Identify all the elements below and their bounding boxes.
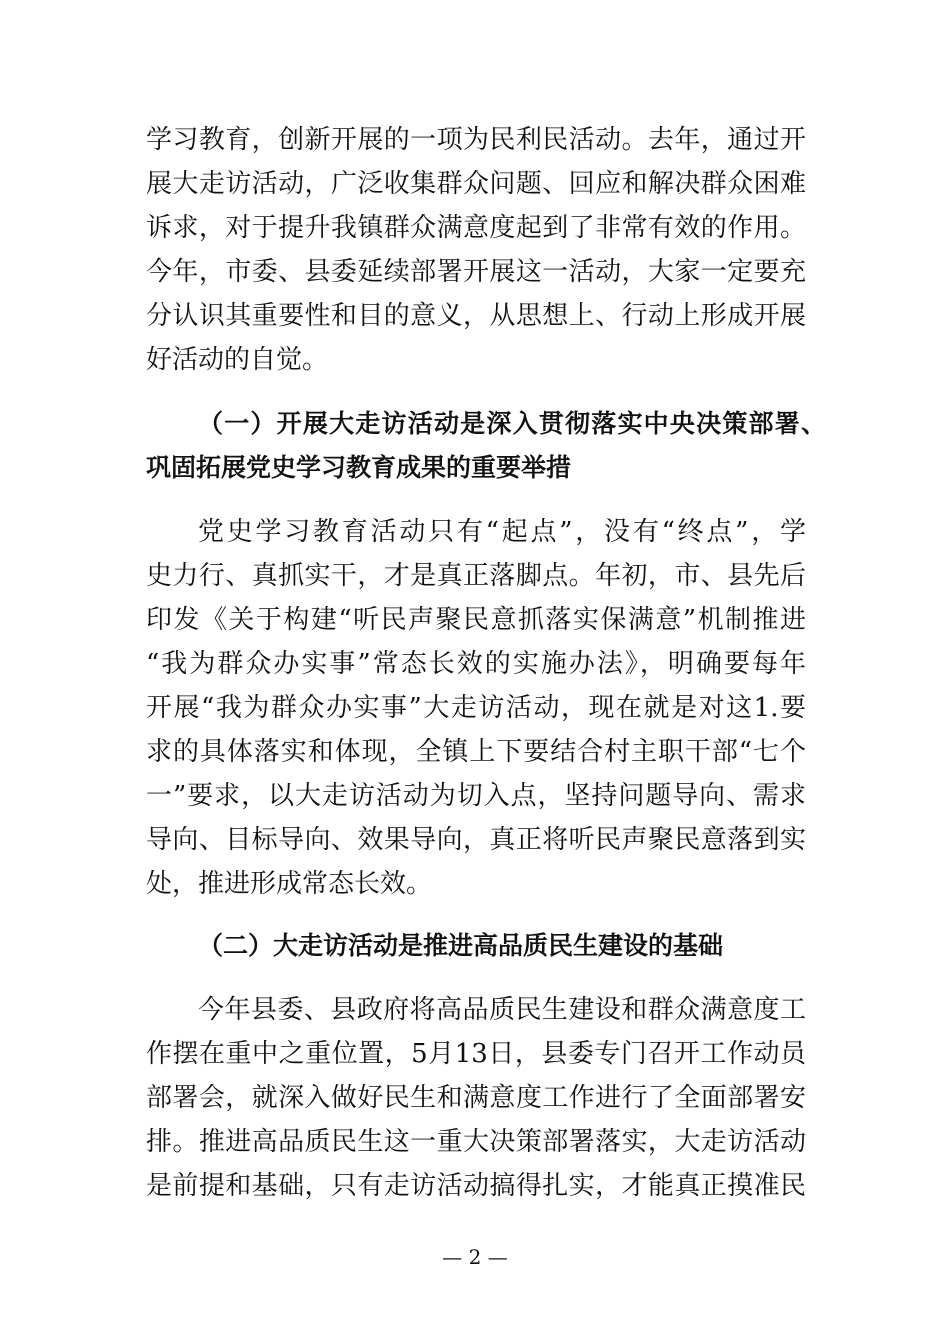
paragraph-1-line-2: 展大走访活动，广泛收集群众问题、回应和解决群众困难 [146,169,806,199]
paragraph-1-line-6: 好活动的自觉。 [146,345,329,375]
paragraph-3-line-2: 作摆在重中之重位置，5月13日，县委专门召开工作动员 [146,1039,806,1069]
page-number: — 2 — [442,1245,508,1269]
paragraph-1-line-1: 学习教育，创新开展的一项为民利民活动。去年，通过开 [146,125,806,155]
paragraph-2-line-3: 印发《关于构建“听民声聚民意抓落实保满意”机制推进 [146,605,806,635]
paragraph-1-line-5: 分认识其重要性和目的意义，从思想上、行动上形成开展 [146,301,806,331]
paragraph-3-line-3: 部署会，就深入做好民生和满意度工作进行了全面部署安 [146,1083,806,1113]
paragraph-2-line-5: 开展“我为群众办实事”大走访活动，现在就是对这1.要 [146,693,806,723]
paragraph-3-line-4: 排。推进高品质民生这一重大决策部署落实，大走访活动 [146,1127,806,1157]
paragraph-2-line-6: 求的具体落实和体现，全镇上下要结合村主职干部“七个 [146,737,806,767]
paragraph-3-line-1: 今年县委、县政府将高品质民生建设和群众满意度工 [198,995,806,1025]
paragraph-2-line-1: 党史学习教育活动只有“起点”，没有“终点”，学 [198,517,806,547]
section-heading-2: （二）大走访活动是推进高品质民生建设的基础 [198,931,724,960]
paragraph-2-line-2: 史力行、真抓实干，才是真正落脚点。年初，市、县先后 [146,561,806,591]
paragraph-1-line-4: 今年，市委、县委延续部署开展这一活动，大家一定要充 [146,257,806,287]
paragraph-2-line-9: 处，推进形成常态长效。 [146,869,433,899]
paragraph-1-line-3: 诉求，对于提升我镇群众满意度起到了非常有效的作用。 [146,213,806,243]
section-heading-1-line-1: （一）开展大走访活动是深入贯彻落实中央决策部署、 [198,409,826,438]
section-heading-1-line-2: 巩固拓展党史学习教育成果的重要举措 [146,453,572,482]
paragraph-3-line-5: 是前提和基础，只有走访活动搞得扎实，才能真正摸准民 [146,1171,806,1201]
paragraph-2-line-4: “我为群众办实事”常态长效的实施办法》，明确要每年 [146,649,806,679]
paragraph-2-line-7: 一”要求，以大走访活动为切入点，坚持问题导向、需求 [146,781,806,811]
paragraph-2-line-8: 导向、目标导向、效果导向，真正将听民声聚民意落到实 [146,825,806,855]
